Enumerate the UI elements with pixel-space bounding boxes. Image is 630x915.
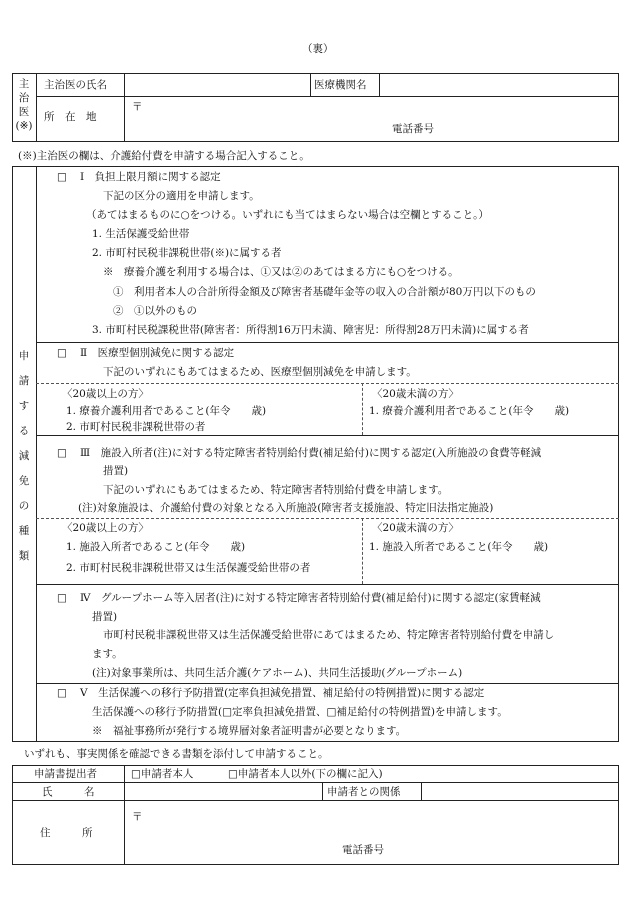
attachment-note: いずれも、事実関係を確認できる書類を添付して申請すること。 [24, 748, 329, 760]
doctor-section-label: 主 治 医 (※) [15, 78, 33, 132]
submitter-option-other[interactable]: □申請者本人以外(下の欄に記入) [228, 768, 383, 780]
section1-item2: 2. 市町村民税非課税世帯(※)に属する者 [92, 247, 282, 259]
section3-left2: 2. 市町村民税非課税世帯又は生活保護受給世帯の者 [66, 562, 311, 574]
section1-item3: 3. 市町村民税課税世帯(障害者：所得割16万円未満、障害児：所得割28万円未満)に属する者 [92, 324, 529, 336]
section1-line1: 下記の区分の適用を申請します。 [103, 190, 260, 202]
doctor-address-label: 所 在 地 [44, 111, 97, 123]
section3-title: Ⅲ 施設入所者(注)に対する特定障害者特別給付費(補足給付)に関する認定(入所施設の食費等軽減 [80, 447, 542, 459]
relation-label: 申請者との関係 [327, 786, 401, 798]
doctor-address-field[interactable] [126, 98, 617, 140]
section5-checkbox[interactable]: □ [57, 687, 67, 699]
section4-title2: 措置) [92, 611, 118, 623]
section3-note: (注)対象施設は、介護給付費の対象となる入所施設(障害者支援施設、特定旧法指定施設) [78, 502, 494, 514]
section1-item1: 1. 生活保護受給世帯 [92, 228, 190, 240]
applicant-name-label: 氏 名 [42, 786, 95, 798]
doctor-note: (※)主治医の欄は、介護給付費を申請する場合記入すること。 [18, 150, 310, 162]
relation-field[interactable] [423, 784, 617, 799]
section2-right1: 1. 療養介護利用者であること(年令 歳) [369, 405, 570, 417]
section1-sub2: ② ①以外のもの [113, 305, 197, 317]
section2-title: Ⅱ 医療型個別減免に関する認定 [80, 347, 235, 359]
submitter-option-self[interactable]: □申請者本人 [131, 768, 194, 780]
section3-left-head: 〈20歳以上の方〉 [62, 522, 149, 534]
section2-right-head: 〈20歳未満の方〉 [372, 388, 459, 400]
section4-line2: ます。 [92, 648, 123, 660]
submitter-label: 申請書提出者 [34, 768, 97, 780]
section4-checkbox[interactable]: □ [57, 592, 67, 604]
section2-line1: 下記のいずれにもあてはまるため、医療型個別減免を申請します。 [103, 366, 417, 378]
section4-line1: 市町村民税非課税世帯又は生活保護受給世帯にあてはまるため、特定障害者特別給付費を申請し [103, 629, 555, 641]
section1-checkbox[interactable]: □ [57, 171, 67, 183]
section2-left2: 2. 市町村民税非課税世帯の者 [66, 421, 206, 433]
section1-sub1: ① 利用者本人の合計所得金額及び障害者基礎年金等の収入の合計額が80万円以下のもの [113, 286, 536, 298]
page-label: （裏） [302, 43, 334, 55]
section5-note: ※ 福祉事務所が発行する境界層対象者証明書が必要となります。 [92, 725, 407, 737]
section4-title: Ⅳ グループホーム等入居者(注)に対する特定障害者特別給付費(補足給付)に関する認定(家賃軽減 [80, 592, 541, 604]
applicant-postal-mark: 〒 [132, 811, 143, 823]
section2-left1: 1. 療養介護利用者であること(年令 歳) [66, 405, 267, 417]
section2-left-head: 〈20歳以上の方〉 [62, 388, 149, 400]
doctor-phone-label: 電話番号 [392, 123, 434, 135]
section1-title: Ⅰ 負担上限月額に関する認定 [80, 171, 221, 183]
section4-note: (注)対象事業所は、共同生活介護(ケアホーム)、共同生活援助(グループホーム) [92, 667, 463, 679]
section1-note: ※ 療養介護を利用する場合は、①又は②のあてはまる方にも○をつける。 [103, 266, 459, 278]
section3-title2: 措置) [103, 465, 129, 477]
doctor-name-label: 主治医の氏名 [44, 79, 107, 91]
doctor-postal-mark: 〒 [132, 101, 143, 113]
section3-checkbox[interactable]: □ [57, 447, 67, 459]
applicant-phone-label: 電話番号 [342, 844, 384, 856]
section3-line1: 下記のいずれにもあてはまるため、特定障害者特別給付費を申請します。 [103, 484, 449, 496]
section2-checkbox[interactable]: □ [57, 347, 67, 359]
reduction-section-label: 申 請 す る 減 免 の 種 類 [18, 350, 30, 562]
doctor-name-field[interactable] [126, 75, 308, 94]
institution-field[interactable] [381, 75, 617, 94]
section5-title: Ⅴ 生活保護への移行予防措置(定率負担減免措置、補足給付の特例措置)に関する認定 [80, 687, 485, 699]
section1-line2: （あてはまるものに○をつける。いずれにも当てはまらない場合は空欄とすること。） [86, 209, 489, 221]
institution-label: 医療機関名 [314, 79, 367, 91]
section3-right-head: 〈20歳未満の方〉 [372, 522, 459, 534]
applicant-address-label: 住 所 [40, 827, 93, 839]
section3-right1: 1. 施設入所者であること(年令 歳) [369, 541, 549, 553]
applicant-name-field[interactable] [126, 784, 320, 799]
section5-line1: 生活保護への移行予防措置(□定率負担減免措置、□補足給付の特例措置)を申請します。 [92, 706, 508, 718]
section3-left1: 1. 施設入所者であること(年令 歳) [66, 541, 246, 553]
